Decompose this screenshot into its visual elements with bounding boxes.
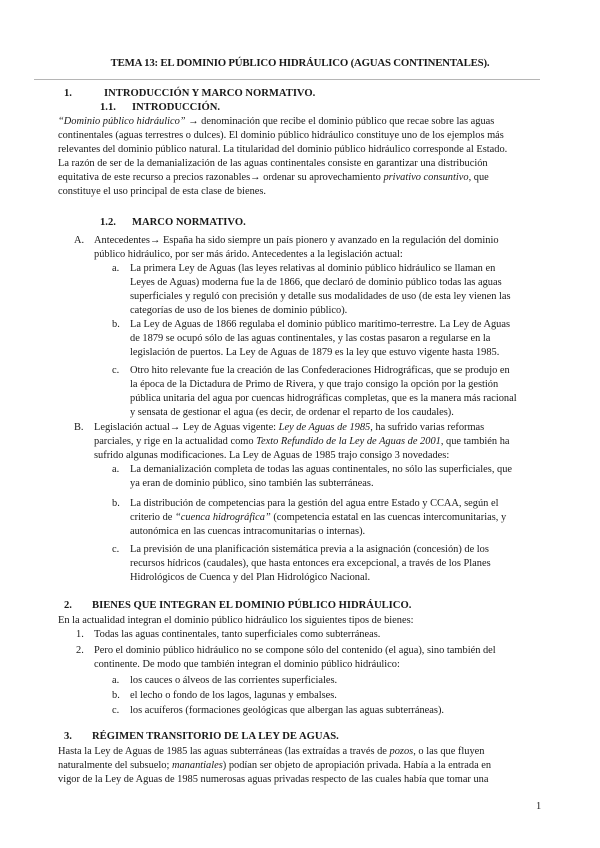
- continente-c: los acuíferos (formaciones geológicas que albergan las aguas subterráneas).: [130, 705, 445, 716]
- list-marker-a: a.: [112, 464, 120, 475]
- page-number: 1: [536, 801, 542, 812]
- list-marker-a: a.: [112, 675, 120, 686]
- section-number: 2.: [64, 600, 72, 611]
- bien-1: Todas las aguas continentales, tanto superficiales como subterráneas.: [94, 629, 381, 640]
- list-marker-a: a.: [112, 263, 120, 274]
- list-marker-2: 2.: [76, 645, 84, 656]
- subsection-title: INTRODUCCIÓN.: [132, 102, 220, 113]
- list-marker-b: b.: [112, 690, 120, 701]
- document-page: TEMA 13: EL DOMINIO PÚBLICO HIDRÁULICO (AGUAS CONTINENTALES). 1. INTRODUCCIÓN Y MARCO NORMATIVO. 1.1. INTRODUCCIÓN. “Dominio público hidráulico” → denominación que recibe el dominio público que recae sobre las aguas continentales (aguas terrestres o dulces). El dominio público hidráulico constituye uno de los ejemplos más relevantes del dominio público natural. La titularidad del dominio público hidráulico corresponde al Estado. La razón de ser de la demanialización de las aguas continentales consiste en garantizar una distribución equitativa de este recurso a precios razonables→ ordenar su aprovechamiento privativo consuntivo, que constituye el uso principal de esta clase de bienes. 1.2. MARCO NORMATIVO. A. Antecedentes→ España ha sido siempre un país pionero y avanzado en la regulación del dominio público hidráulico, por ser más árido. Antecedentes a la legislación actual: a. La primera Ley de Aguas (las leyes relativas al dominio público hidráulico se llaman en Leyes de Aguas) moderna fue la de 1866, que declaró de dominio público todas las aguas superficiales y reguló con precisión y detalle sus modalidades de uso (de esta ley vienen las categorías de uso de los bienes de dominio público). b. La Ley de Aguas de 1866 regulaba el dominio público marítimo-terrestre. La Ley de Aguas de 1879 se ocupó sólo de las aguas continentales, y las costas pasaron a regularse en la legislación de puertos. La Ley de Aguas de 1879 es la ley que estuvo vigente hasta 1985. c. Otro hito relevante fue la creación de las Confederaciones Hidrográficas, que se produjo en la época de la Dictadura de Primo de Rivera, y que trajo consigo la opción por la gestión pública unitaria del agua por cuencas hidrográficas completas, que es la manera más racional y sensata de gestionar el agua (es decir, de ordenar el reparto de los caudales). B. Legislación actual→ Ley de Aguas vigente: Ley de Aguas de 1985, ha sufrido varias reformas parciales, y rige en la actualidad como Texto Refundido de la Ley de Aguas de 2001, que también ha sufrido algunas modificaciones. La Ley de Aguas de 1985 trajo consigo 3 novedades: a. La demanialización completa de todas las aguas continentales, no sólo las superficiales, que ya eran de dominio público, sino también las subterráneas. b. La distribución de competencias para la gestión del agua entre Estado y CCAA, según el criterio de “cuenca hidrográfica” (competencia estatal en las cuencas intercomunitarias, y autonómica en las cuencas intracomunitarias o internas). c. La previsión de una planificación sistemática previa a la asignación (concesión) de los recursos hídricos (caudales), que hasta entonces era excepcional, a través de los Planes Hidrológicos de Cuenca y del Plan Hidrológico Nacional. 2. BIENES QUE INTEGRAN EL DOMINIO PÚBLICO HIDRÁULICO. En la actualidad integran el dominio público hidráulico los siguientes tipos de bienes: 1. Todas las aguas continentales, tanto superficiales como subterráneas. 2. Pero el dominio público hidráulico no se compone sólo del contenido (el agua), sino también del continente. De modo que también integran el dominio público hidráulico: a. los cauces o álveos de las corrientes superficiales. b. el lecho o fondo de los lagos, lagunas y embalses. c. los acuíferos (formaciones geológicas que albergan las aguas subterráneas). 3. RÉGIMEN TRANSITORIO DE LA LEY DE AGUAS. Hasta la Ley de Aguas de 1985 las aguas subterráneas (las extraídas a través de pozos, o las que fluyen naturalmente del subsuelo; manantiales) podían ser objeto de apropiación privada. Había a la entrada en vigor de la Ley de Aguas de 1985 numerosas aguas privadas respecto de las cuales había que tomar una 1: [0, 0, 600, 848]
- section-title: RÉGIMEN TRANSITORIO DE LA LEY DE AGUAS.: [92, 731, 339, 742]
- subsection-title: MARCO NORMATIVO.: [132, 217, 246, 228]
- list-marker-b: b.: [112, 498, 120, 509]
- subsection-number: 1.2.: [100, 217, 116, 228]
- list-marker-A: A.: [74, 235, 85, 246]
- section-title: INTRODUCCIÓN Y MARCO NORMATIVO.: [104, 88, 316, 99]
- subsection-number: 1.1.: [100, 102, 116, 113]
- list-marker-c: c.: [112, 544, 120, 555]
- continente-a: los cauces o álveos de las corrientes superficiales.: [130, 675, 338, 686]
- continente-b: el lecho o fondo de los lagos, lagunas y embalses.: [130, 690, 337, 701]
- list-marker-c: c.: [112, 705, 120, 716]
- list-marker-b: b.: [112, 319, 120, 330]
- section-number: 1.: [64, 88, 72, 99]
- page-title: TEMA 13: EL DOMINIO PÚBLICO HIDRÁULICO (AGUAS CONTINENTALES).: [110, 57, 490, 69]
- title-divider: [34, 79, 540, 80]
- list-marker-c: c.: [112, 365, 120, 376]
- term-dominio: “Dominio público hidráulico”: [58, 116, 186, 127]
- section-2-intro: En la actualidad integran el dominio público hidráulico los siguientes tipos de bienes:: [58, 615, 414, 626]
- list-marker-1: 1.: [76, 629, 84, 640]
- list-marker-B: B.: [74, 422, 84, 433]
- section-number: 3.: [64, 731, 72, 742]
- section-title: BIENES QUE INTEGRAN EL DOMINIO PÚBLICO HIDRÁULICO.: [92, 600, 412, 611]
